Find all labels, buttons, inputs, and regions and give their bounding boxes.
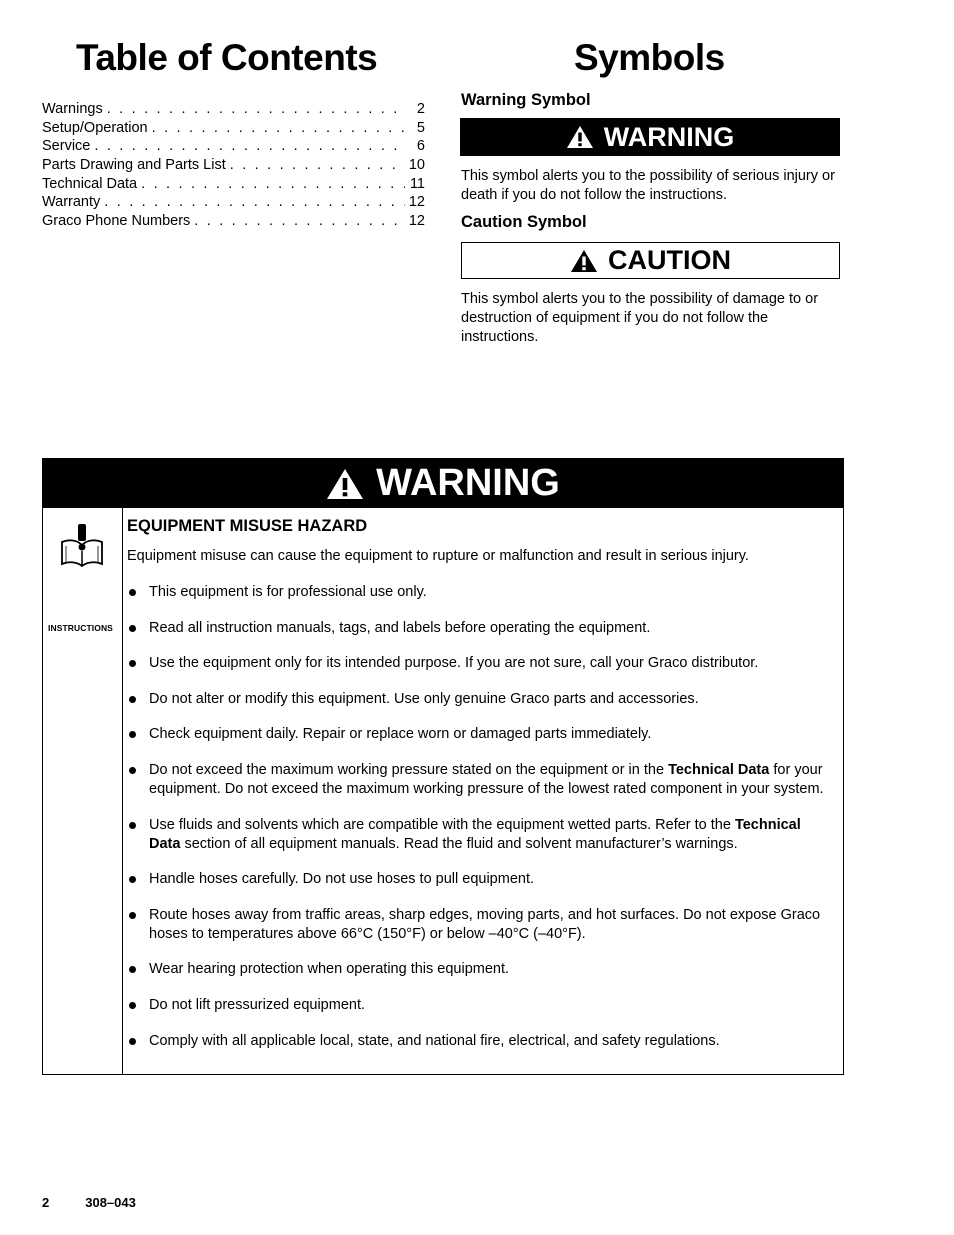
toc-leader [152,120,405,136]
bullet-text: section of all equipment manuals. Read the fluid and solvent manufacturer’s warnings. [180,835,738,852]
toc-entry-page: 5 [416,119,425,136]
document-number: 308–043 [85,1195,136,1210]
toc-entry-label: Graco Phone Numbers [42,213,191,230]
hazard-title: EQUIPMENT MISUSE HAZARD [127,517,368,535]
bullet-bold-ref: Technical Data [668,761,770,778]
warning-box-title: WARNING [376,462,560,504]
list-item [127,761,833,799]
toc-entry-parts-drawing[interactable] [42,157,425,176]
list-item: Do not alter or modify this equipment. Use only genuine Graco parts and accessories. [127,690,833,709]
toc-entry-service[interactable] [42,138,425,157]
toc-entry-label: Warranty [42,194,101,211]
caution-symbol-description: This symbol alerts you to the possibility of damage to or destruction of equipment if you do not follow the instructions. [461,291,819,345]
warning-banner-label: WARNING [603,121,735,152]
caution-symbol-banner [461,242,840,279]
toc-leader [107,101,405,117]
list-item: Handle hoses carefully. Do not use hoses to pull equipment. [127,870,833,889]
list-item: Use the equipment only for its intended purpose. If you are not sure, call your Graco distributor. [127,654,833,673]
caution-banner-label: CAUTION [608,245,731,275]
toc-entry-warranty[interactable] [42,194,425,213]
bullet-text: Do not exceed the maximum working pressure stated on the equipment or in the [149,761,669,778]
toc-entry-label: Technical Data [42,175,138,192]
instructions-label: INSTRUCTIONS [48,623,113,633]
toc-entry-page: 10 [408,157,425,174]
toc-leader [104,194,405,210]
toc-entry-setup-operation[interactable] [42,120,425,139]
toc-leader [230,157,405,173]
toc-entry-page: 2 [416,101,425,117]
bullet-text: Use fluids and solvents which are compatible with the equipment wetted parts. Refer to the [149,816,735,833]
toc-leader [94,138,405,154]
toc-entry-label: Warnings [42,101,103,117]
toc-entry-label: Setup/Operation [42,119,148,136]
list-item: Check equipment daily. Repair or replace worn or damaged parts immediately. [127,725,833,744]
equipment-misuse-warning-box [42,458,844,1075]
toc-entry-page: 12 [408,194,425,211]
toc-leader [141,176,405,192]
list-item: Do not lift pressurized equipment. [127,996,833,1015]
warning-symbol-heading: Warning Symbol [461,91,591,109]
warning-triangle-icon [326,468,364,500]
toc-leader [194,213,405,229]
hazard-icon-column [43,508,123,1074]
warning-symbol-banner [460,118,840,156]
toc-entry-label: Service [42,138,91,155]
page-footer [42,1195,136,1210]
warning-triangle-icon [566,125,594,149]
hazard-intro: Equipment misuse can cause the equipment to rupture or malfunction and result in serious injury. [127,548,749,564]
list-item: Wear hearing protection when operating this equipment. [127,960,833,979]
bullet-text: for your equipment. Do not exceed the maximum working pressure of the lowest rated component in your system. [149,761,824,797]
toc-entry-page: 11 [409,175,425,192]
list-item: This equipment is for professional use only. [127,583,833,602]
list-item: Route hoses away from traffic areas, sharp edges, moving parts, and hot surfaces. Do not expose Graco hoses to temperatures above 66°C (150°F) or below –40°C (–40°F). [127,906,833,944]
toc-entry-page: 12 [408,213,425,230]
toc-entry-phone-numbers[interactable] [42,213,425,232]
table-of-contents [42,101,425,232]
toc-entry-technical-data[interactable] [42,176,425,195]
hazard-content [127,516,833,1067]
symbols-title: Symbols [574,37,725,78]
toc-entry-warnings[interactable] [42,101,425,120]
read-instructions-icon [59,524,105,568]
toc-title: Table of Contents [76,37,378,78]
hazard-bullet-list [127,583,833,1051]
bullet-bold-ref: Technical Data [149,816,801,852]
list-item [127,816,833,854]
caution-triangle-icon [570,249,598,273]
page-number: 2 [42,1195,50,1210]
toc-entry-page: 6 [416,138,425,155]
list-item: Read all instruction manuals, tags, and labels before operating the equipment. [127,619,833,638]
list-item: Comply with all applicable local, state, and national fire, electrical, and safety regulations. [127,1032,833,1051]
caution-symbol-heading: Caution Symbol [461,213,587,231]
warning-symbol-description: This symbol alerts you to the possibility of serious injury or death if you do not follow the instructions. [461,168,835,203]
toc-entry-label: Parts Drawing and Parts List [42,157,226,174]
warning-box-header [43,459,843,508]
